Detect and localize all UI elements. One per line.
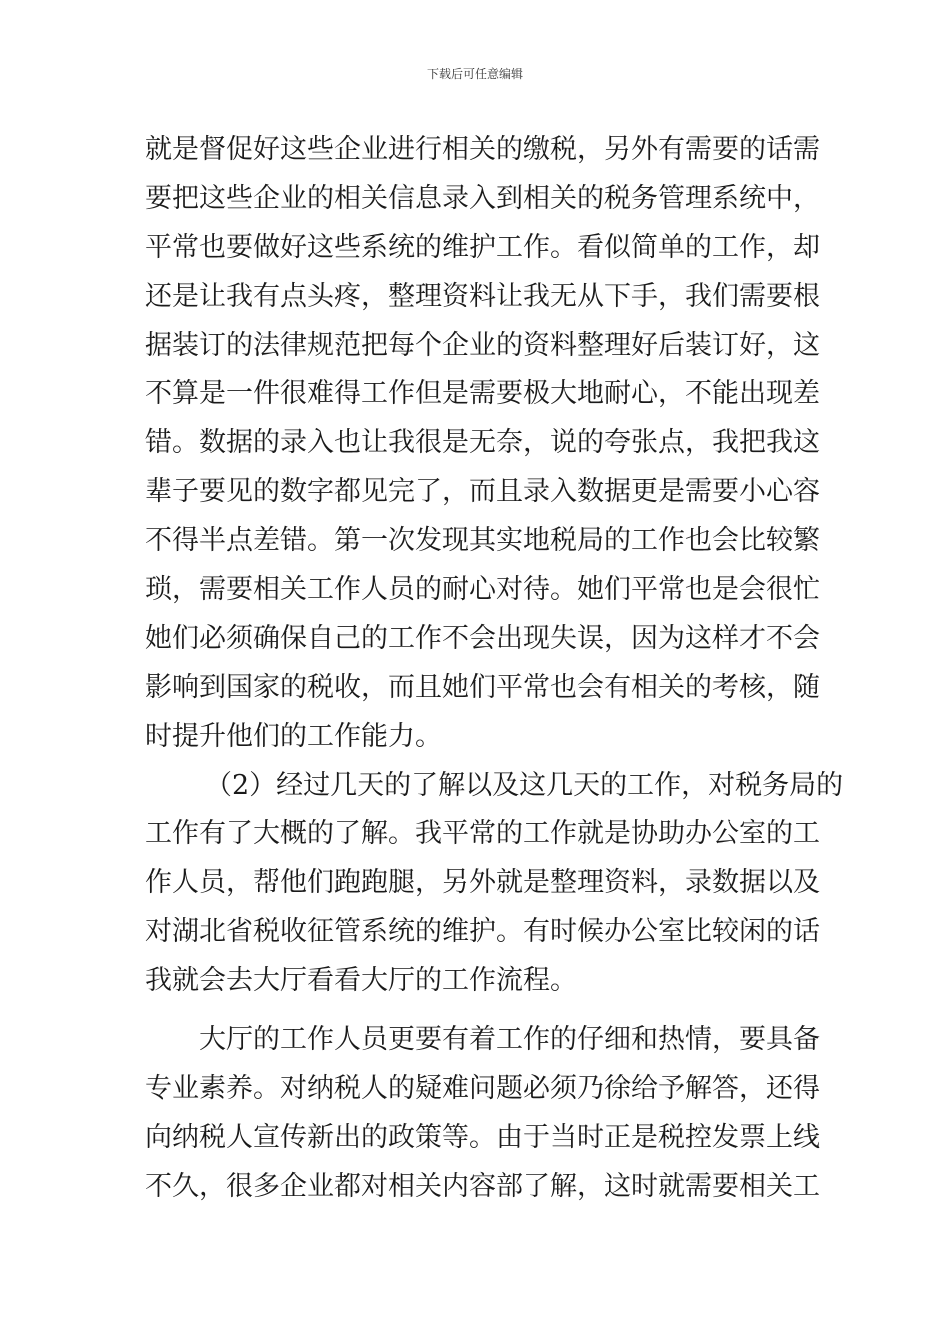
text-line: 专业素养。对纳税人的疑难问题必须乃徐给予解答，还得 (145, 1072, 820, 1104)
text-line: 不得半点差错。第一次发现其实地税局的工作也会比较繁 (145, 525, 820, 557)
text-line: 向纳税人宣传新出的政策等。由于当时正是税控发票上线 (145, 1121, 820, 1153)
text-line: 她们必须确保自己的工作不会出现失误，因为这样才不会 (145, 622, 820, 654)
text-line: 影响到国家的税收，而且她们平常也会有相关的考核，随 (145, 671, 820, 703)
text-line: 据装订的法律规范把每个企业的资料整理好后装订好，这 (145, 329, 820, 361)
text-line: 我就会去大厅看看大厅的工作流程。 (145, 965, 577, 997)
text-line: （2）经过几天的了解以及这几天的工作，对税务局的 (205, 769, 844, 801)
text-line: 就是督促好这些企业进行相关的缴税，另外有需要的话需 (145, 134, 820, 165)
paragraph-1 (145, 126, 820, 762)
text-line: 作人员，帮他们跑跑腿，另外就是整理资料，录数据以及 (145, 867, 820, 899)
document-body (145, 126, 844, 1212)
text-line: 平常也要做好这些系统的维护工作。看似简单的工作，却 (145, 231, 820, 263)
text-line: 不久，很多企业都对相关内容部了解，这时就需要相关工 (145, 1170, 820, 1202)
paragraph-3 (145, 1016, 820, 1212)
text-line: 还是让我有点头疼，整理资料让我无从下手，我们需要根 (145, 280, 820, 312)
text-line: 工作有了大概的了解。我平常的工作就是协助办公室的工 (145, 818, 820, 850)
text-line: 对湖北省税收征管系统的维护。有时候办公室比较闲的话 (145, 916, 820, 948)
text-line: 错。数据的录入也让我很是无奈，说的夸张点，我把我这 (145, 427, 820, 459)
paragraph-2 (145, 762, 844, 1006)
text-line: 要把这些企业的相关信息录入到相关的税务管理系统中， (145, 182, 820, 214)
text-line: 辈子要见的数字都见完了，而且录入数据更是需要小心容 (145, 476, 820, 508)
text-line: 大厅的工作人员更要有着工作的仔细和热情，要具备 (199, 1024, 820, 1056)
text-line: 时提升他们的工作能力。 (145, 720, 442, 752)
text-line: 不算是一件很难得工作但是需要极大地耐心，不能出现差 (145, 378, 820, 410)
text-line: 琐，需要相关工作人员的耐心对待。她们平常也是会很忙 (145, 574, 820, 606)
page-header-note: 下载后可任意编辑 (426, 67, 523, 81)
